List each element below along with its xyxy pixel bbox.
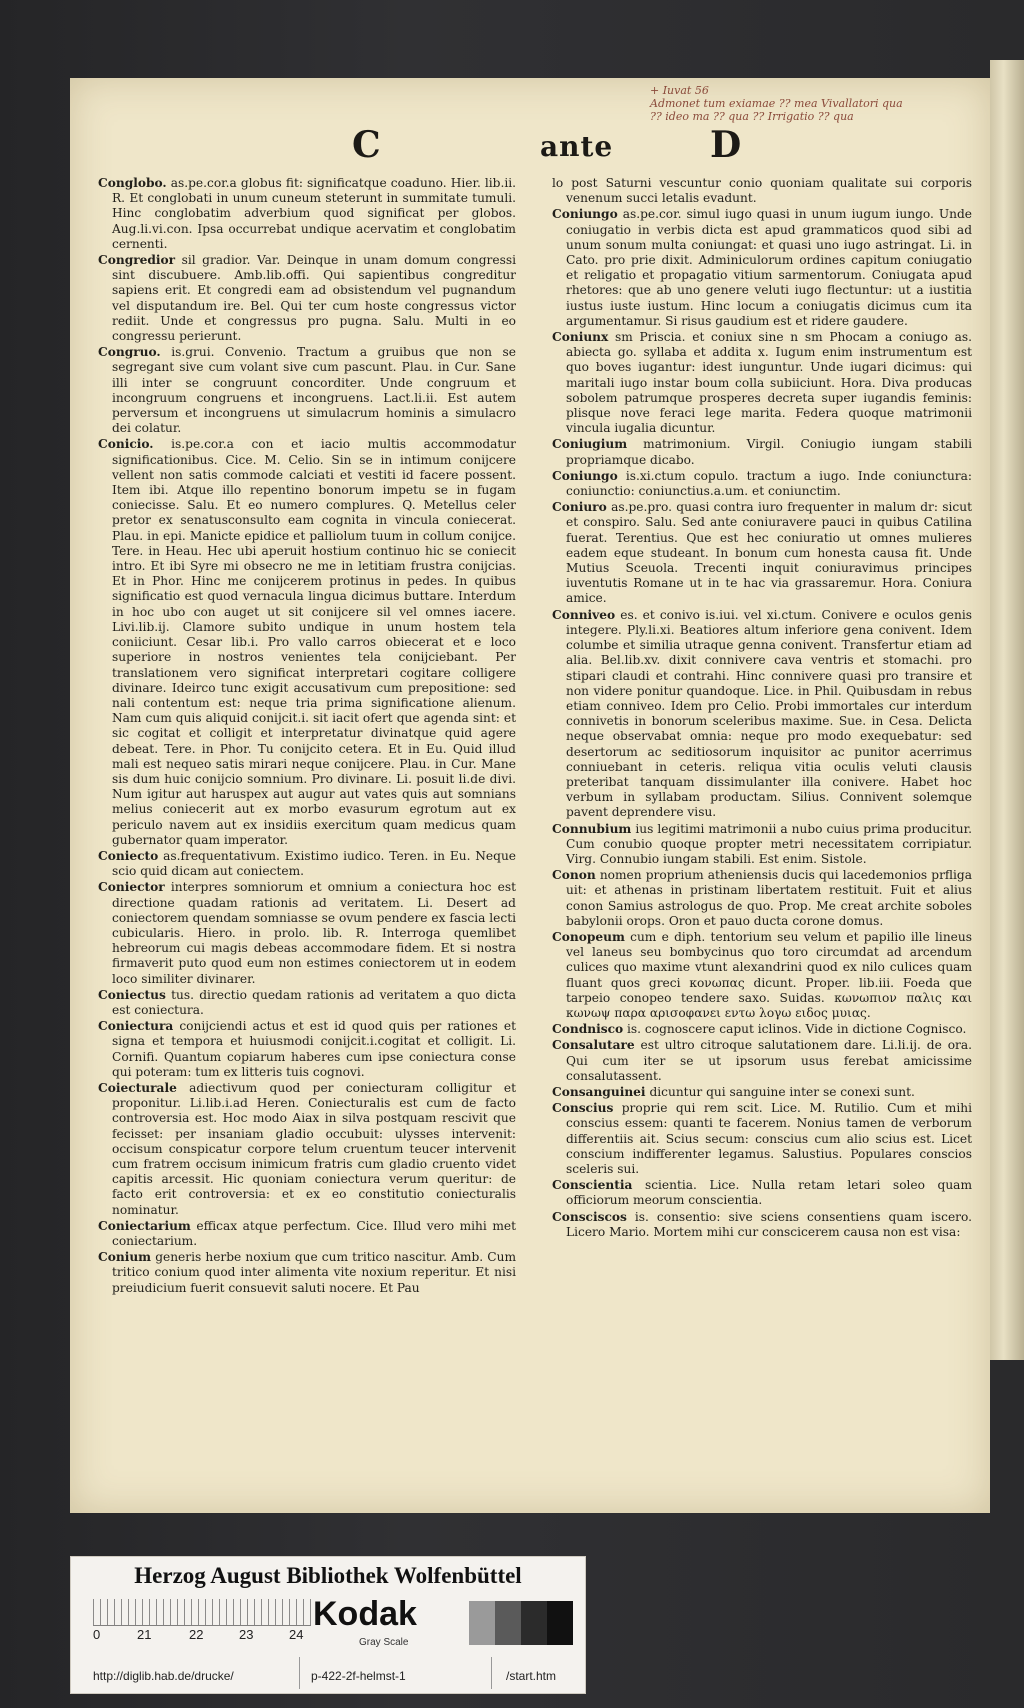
annotation-line: + Iuvat 56 — [650, 84, 709, 97]
entry-text: is.pe.cor.a con et iacio multis accommodatur significationibus. Cice. M. Celio. Sin se in intimum conijcere vellent non satis commode calciati et vestiti id facere possent. Item ibi. Atque illo repentino bonorum impetu se in fugam coniecisse. Salu. Et eo numero complures. Q. Metellus celer pretor ex senatusconsulto eam cognita in vincula coniecerat. Plau. in epi. Manicte epidice et palliolum tuum in collum conijce. Tere. in Heau. Hec ubi aperuit hostium continuo hic se coniecit intro. Et ibi Syre mi obsecro ne me in letitiam frustra conijcias. Et in Phor. Hinc me conijcerem protinus in pedes. In quibus significatio est quod vernacula lingua dicimus buttare. Interdum in hoc ubo con auget ut sit conijcere sil vel omnes iacere. Livi.lib.ij. Clamore subito undique in unum hostem tela coniiciunt. Cesar lib.i. Pro vallo carros obiecerat et e loco superiore in nostros venientes tela conijciebant. Per translationem vero significat interpretari cogitare colligere divinare. Ideirco tunc exigit accusativum cum prepositione: sed nali contentum est: neque tria prima significatione alienum. Nam cum quis aliquid conijcit.i. sit iacit ofert que agenda sint: et sic cogitat et colligit et interpretatur divinatque quid agere debeat. Tere. in Phor. Tu conijcito cetera. Et in Eu. Quid illud mali est nequeo satis mirari neque conijcere. Plau. in Cur. Mane sis dum huic conijcio somnium. Pro divinare. Li. posuit li.de divi. Num igitur aut haruspex aut augur aut vates quis aut somnians melius coniecerit aut ex morbo evasurum egrotum aut ex periculo navem aut ex insidiis exercitum quam medicus quam gubernator quam imperator. — [112, 437, 517, 847]
left-column — [98, 176, 516, 1297]
entry-text: is. cognoscere caput iclinos. Vide in dictione Cognisco. — [627, 1022, 967, 1037]
dictionary-entry — [98, 345, 516, 436]
ruler-number: 22 — [189, 1627, 204, 1642]
running-headword: ante — [540, 130, 614, 163]
entry-text: is.xi.ctum copulo. tractum a iugo. Inde coniunctura: coniunctio: coniunctius.a.um. et coniunctim. — [566, 468, 973, 499]
dictionary-entry — [98, 253, 516, 344]
entry-term: Conon — [552, 868, 596, 883]
entry-term: Congruo. — [98, 345, 161, 360]
entry-term: Conium — [98, 1250, 152, 1265]
dictionary-entry — [98, 1081, 516, 1218]
dictionary-entry — [552, 1178, 972, 1208]
dictionary-entry — [552, 207, 972, 329]
dictionary-entry — [552, 1038, 972, 1084]
entry-text: ius legitimi matrimonii a nubo cuius prima producitur. Cum conubio quoque propter metri necessitatem corripiatur. Virg. Connubio iungam stabili. Est enim. Sistole. — [566, 821, 972, 866]
ruler-number: 0 — [93, 1627, 101, 1642]
entry-text: as.pe.pro. quasi contra iuro frequenter in malum dr: sicut et conspiro. Salu. Sed ante coniuravere pauci in quibus Catilina fuerat. Terentius. Que est hec coniuratio ut omnes mulieres eadem eque studeant. In bonum cum honesta causa fit. Unde Mutius Sceuola. Trecenti inquit coniuravimus principes iuventutis Romane ut in te hac via grassaremur. Hora. Coniura amice. — [566, 500, 973, 606]
entry-term: Condnisco — [552, 1022, 624, 1037]
entry-text: matrimonium. Virgil. Coniugio iungam stabili propriamque dicabo. — [566, 437, 973, 467]
entry-term: Conscius — [552, 1101, 614, 1116]
entry-term: Conopeum — [552, 929, 625, 944]
dictionary-entry — [552, 868, 972, 929]
dictionary-entry — [98, 1219, 516, 1249]
source-url: http://diglib.hab.de/drucke/ — [93, 1669, 234, 1683]
entry-term: Coniugium — [552, 437, 628, 452]
entry-term: Coniungo — [552, 468, 618, 483]
entry-term: Congredior — [98, 253, 176, 268]
dictionary-entry — [552, 608, 972, 821]
entry-term: Conniveo — [552, 607, 616, 622]
entry-term: Coniecto — [98, 848, 159, 863]
entry-text: adiectivum quod per coniecturam colligitur et proponitur. Li.lib.i.ad Heren. Coniecturalis est cum de facto controversia est. Hoc modo Aiax in silva postquam rescivit que fecisset: per insaniam gladio occubuit: ulysses intervenit: occisum conspicatur corpore telum cruentum teucer intervenit cum fratrem occisum inimicum fratris cum gladio cruento videt capitis arcessit. Hic quoniam coniectura verum queritur: de facto erit controversia: et ex eo constitutio coniecturalis nominatur. — [112, 1080, 516, 1217]
shelfmark-id: p-422-2f-helmst-1 — [311, 1669, 406, 1683]
page-header — [70, 120, 990, 170]
gray-patch — [547, 1601, 573, 1645]
annotation-line: ?? ideo ma ?? qua ?? Irrigatio ?? qua — [650, 110, 854, 123]
dictionary-entry — [98, 880, 516, 986]
entry-term: Coiecturale — [98, 1080, 177, 1095]
entry-term: Conglobo. — [98, 176, 167, 190]
dictionary-entry — [98, 1019, 516, 1080]
entry-term: Coniector — [98, 880, 165, 895]
entry-text: generis herbe noxium que cum tritico nascitur. Amb. Cum tritico conium quod inter alimenta vite noxium reperitur. Et nisi preiudicium fuerit consuevit saluti nocere. Et Pau — [112, 1250, 517, 1295]
gray-scale-label: Gray Scale — [359, 1637, 409, 1648]
entry-term: Coniungo — [552, 207, 618, 222]
library-name: Herzog August Bibliothek Wolfenbüttel — [134, 1563, 522, 1588]
entry-text: is. consentio: sive sciens consentiens quam iscero. Licero Mario. Mortem mihi cur conscicerem causa non est visa: — [566, 1209, 973, 1239]
entry-text: nomen proprium atheniensis ducis qui lacedemonios prfliga uit: et athenas in pristinam libertatem restituit. Fuit et alius conon Samius astrologus de quo. Prop. Me creat archite soboles babylonii orops. Oron et pauo ducta corone domus. — [566, 868, 972, 928]
next-page-edge — [990, 60, 1024, 1360]
book-page — [70, 78, 990, 1513]
dictionary-entry — [98, 988, 516, 1018]
dictionary-entry — [98, 437, 516, 847]
dictionary-entry — [98, 176, 516, 252]
divider — [299, 1657, 300, 1689]
gray-patches — [469, 1601, 573, 1645]
dictionary-entry — [552, 500, 972, 606]
entry-text: cum e diph. tentorium seu velum et papilio ille lineus vel laneus seu bombycinus quo toro circumdat ad arcendum culices quo maxime vtunt alexandrini quod ex nilo culices quam fluant quos greci κονωπας dicunt. Proper. lib.iii. Foeda que tarpeio conopeo tendere saxo. Suidas. κωνωπιον παλις και κωνωψ παρα αρισοφανει εντω λογω ειδος μυιας. — [566, 929, 972, 1020]
scale-ruler — [93, 1599, 311, 1626]
entry-text: as.frequentativum. Existimo iudico. Teren. in Eu. Neque scio quid dicam aut coniectem. — [112, 848, 517, 879]
right-column — [552, 176, 972, 1241]
dictionary-entry — [552, 822, 972, 868]
entry-text: dicuntur qui sanguine inter se conexi sunt. — [649, 1084, 915, 1099]
dictionary-entry — [552, 1101, 972, 1177]
divider — [491, 1657, 492, 1689]
entry-term: Coniuro — [552, 500, 607, 515]
entry-term: Connubium — [552, 821, 632, 836]
entry-text: lo post Saturni vescuntur conio quoniam qualitate sui corporis venenum succi letalis evadunt. — [552, 176, 972, 206]
entry-text: as.pe.cor.a globus fit: significatque coaduno. Hier. lib.ii. R. Et conglobati in unum cuneum steterunt in summitate tumuli. Hinc conglobatim adverbium quod significat per globos. Aug.li.vi.con. Ipsa occurrebat undique acervatim et conglobatim cernenti. — [112, 176, 517, 251]
start-file: /start.htm — [506, 1669, 557, 1683]
color-target-card — [70, 1556, 586, 1694]
entry-text: est ultro citroque salutationem dare. Li.li.ij. de ora. Qui cum iter se ut ipsorum usus ferebat amicissime consalutassent. — [566, 1038, 972, 1083]
entry-text: efficax atque perfectum. Cice. Illud vero mihi met coniectarium. — [112, 1218, 516, 1249]
entry-text: sm Priscia. et coniux sine n sm Phocam a coniugo as. abiecta go. syllaba et addita x. Iugum enim instrumentum est quo boves iugantur: idest iunguntur. Unde iugari dicimus: qui maritali iugo instar boum colla subiiciunt. Hora. Diva producas sobolem patrumque prosperes decreta super iugandis feminis: plisque nove feraci lege marita. Federa quoque matrimonii vincula iugalia dicuntur. — [566, 330, 973, 436]
ruler-number: 21 — [137, 1627, 152, 1642]
dictionary-entry — [552, 176, 972, 206]
entry-term: Consanguinei — [552, 1084, 646, 1099]
ruler-number: 23 — [239, 1627, 254, 1642]
entry-text: as.pe.cor. simul iugo quasi in unum iugum iungo. Unde coniugatio in verbis dicta est apud grammaticos quod sibi ad unum sonum multa coniungat: et quasi uno iugo astringat. Li. in Cato. pro prie dixit. Adminiculorum ordines capitum coniugatio et religatio et propagatio vitium sarmentorum. Coniugata apud rhetores: que ab uno genere veluti iugo flectuntur: ut a iustitia iustus iuste iustum. Hinc locum a coniugatis dicimus cum ita argumentamur. Si risus gaudium est et ridere gaudere. — [566, 207, 973, 328]
entry-term: Conicio. — [98, 437, 154, 452]
entry-text: proprie qui rem scit. Lice. M. Rutilio. Cum et mihi conscius essem: quanti te facerem. Nonius tamen de verborum differentiis ait. Scius secum: conscius cum alio scius est. Licet conscium indifferenter legamus. Salustius. Populares conscios sceleris sui. — [566, 1101, 972, 1176]
handwritten-annotation — [650, 84, 1010, 123]
kodak-logo: Kodak — [313, 1595, 417, 1633]
dictionary-entry — [552, 1085, 972, 1100]
dictionary-entry — [552, 330, 972, 436]
gray-patch — [521, 1601, 547, 1645]
ruler-number: 24 — [289, 1627, 304, 1642]
entry-text: conijciendi actus et est id quod quis per rationes et signa et tempora et huiusmodi conijcit.i.cogitat et colligit. Li. Cornifi. Quantum copiarum haberes cum ipse coniectura conse qui poteram: tum ex litteris tuis cognovi. — [112, 1019, 516, 1079]
section-letter-left: C — [352, 124, 381, 166]
dictionary-entry — [552, 437, 972, 467]
entry-text: sil gradior. Var. Deinque in unam domum congressi sint discubuere. Amb.lib.offi. Qui sapientibus congreditur sapiens erit. Et congredi eam ad obsistendum vel pugnandum vel disputandum ire. Bel. Qui ter cum hoste congressus victor rediit. Unde et congressus pro pugna. Salu. Multi in eo congressu perierunt. — [112, 253, 517, 344]
entry-text: tus. directio quedam rationis ad veritatem a quo dicta est coniectura. — [112, 987, 516, 1017]
gray-patch — [469, 1601, 495, 1645]
entry-term: Coniectarium — [98, 1218, 191, 1233]
entry-term: Consalutare — [552, 1038, 635, 1053]
entry-text: es. et conivo is.iui. vel xi.ctum. Conivere e oculos genis integere. Ply.li.xi. Beatiores altum inferiore gena conivent. Idem columbe et similia utraque genna conivent. Transfertur etiam ad alia. Bel.lib.xv. dixit connivere cava ventris et stomachi. pro stipari claudi et contrahi. Hinc connivere quasi pro transire et non videre ponitur quandoque. Lice. in Phil. Quibusdam in rebus etiam conniveo. Idem pro Celio. Probi immortales cur interdum connivetis in bonorum sceleribus maxime. Sue. in Cesa. Delicta neque observabat omnia: neque pro modo exequebatur: sed desertorum ac seditiosorum inquisitor ac punitor acerrimus conniuebant in ceteris. reliqua vitia oculis veluti clausis preteribat tanquam dissimulanter illa conivere. Habet hoc verbum in syllabam productam. Silius. Connivent solemque pavent deprendere visu. — [566, 607, 973, 820]
entry-text: interpres somniorum et omnium a coniectura hoc est directione quadam rationis ad veritatem. Li. Desert ad coniectorem quendam somniasse se ovum pendere ex fascia lecti cubicularis. Hiero. in prolo. lib. R. Interroga quemlibet hebreorum cui magis debeas accommodare fidem. Et si nostra firmaverit puto quod eum non estimes coniectorem ut in eodem loco similiter divinarer. — [112, 880, 516, 986]
entry-text: is.grui. Convenio. Tractum a gruibus que non se segregant sive cum volant sive cum pascunt. Plau. in Cur. Sane illi inter se congruunt concorditer. Unde congruum et incongruum congruens et incongruens. Lact.li.ii. Est autem perversum et incongruens ut simulacrum hominis a simulacro dei colatur. — [112, 345, 517, 436]
dictionary-entry — [552, 469, 972, 499]
section-letter-right: D — [710, 124, 742, 166]
dictionary-entry — [552, 1210, 972, 1240]
entry-term: Conscientia — [552, 1178, 633, 1193]
entry-term: Coniectus — [98, 987, 166, 1002]
dictionary-entry — [552, 1022, 972, 1037]
entry-text: scientia. Lice. Nulla retam letari soleo quam officiorum meorum conscientia. — [566, 1178, 973, 1208]
entry-term: Coniunx — [552, 330, 609, 345]
dictionary-entry — [98, 1250, 516, 1296]
annotation-line: Admonet tum exiamae ?? mea Vivallatori qua — [650, 97, 903, 110]
entry-term: Consciscos — [552, 1209, 627, 1224]
dictionary-entry — [98, 849, 516, 879]
gray-patch — [495, 1601, 521, 1645]
entry-term: Coniectura — [98, 1019, 174, 1034]
dictionary-entry — [552, 930, 972, 1021]
